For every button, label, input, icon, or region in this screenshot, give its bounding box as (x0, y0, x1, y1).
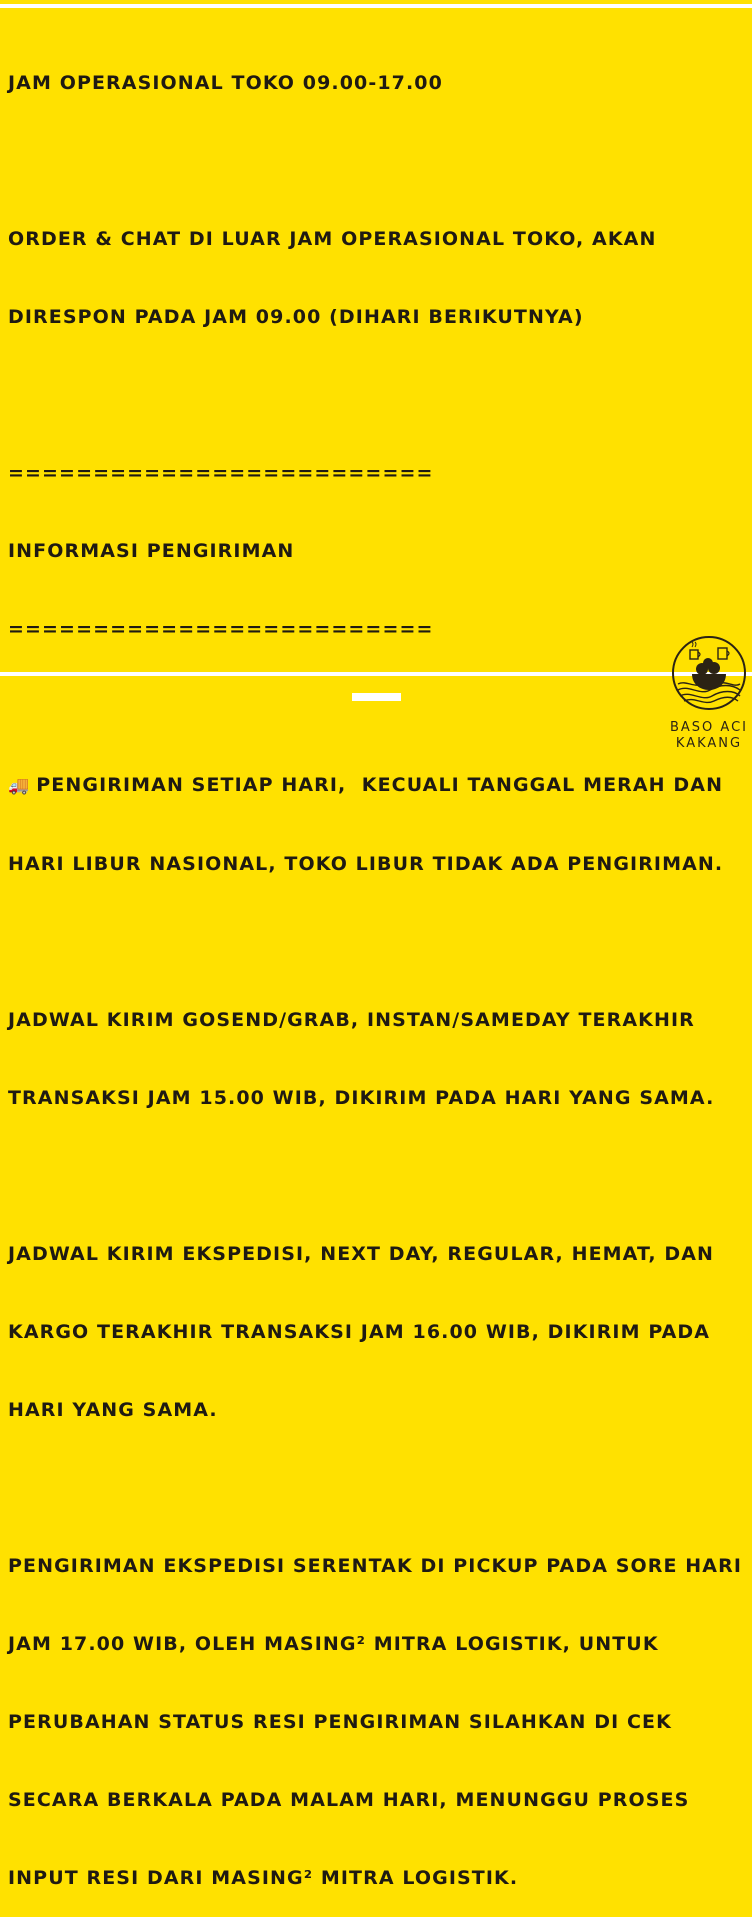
spacer (8, 929, 748, 955)
shipping-daily-line-1 (8, 772, 748, 799)
instant-schedule-line-1: JADWAL KIRIM GOSEND/GRAB, INSTAN/SAMEDAY TERAKHIR (8, 1009, 695, 1031)
shipping-daily-text: PENGIRIMAN SETIAP HARI, KECUALI TANGGAL MERAH DAN (36, 774, 724, 796)
order-note-line-1: ORDER & CHAT DI LUAR JAM OPERASIONAL TOKO, AKAN (8, 228, 657, 250)
truck-icon: 🚚 (8, 776, 31, 796)
spacer (8, 1163, 748, 1189)
logo-text-line-2: KAKANG (675, 736, 743, 751)
pickup-note-line-2: JAM 17.00 WIB, OLEH MASING² MITRA LOGISTIK, UNTUK (8, 1633, 659, 1655)
pickup-note-line-4: SECARA BERKALA PADA MALAM HARI, MENUNGGU PROSES (8, 1789, 690, 1811)
bowl-emblem-icon (674, 638, 744, 708)
divider-top: ========================= (8, 462, 434, 484)
expedition-schedule-line-3: HARI YANG SAMA. (8, 1399, 218, 1421)
store-hours: JAM OPERASIONAL TOKO 09.00-17.00 (8, 72, 443, 94)
bottom-divider-line (0, 672, 752, 676)
expedition-schedule-line-1: JADWAL KIRIM EKSPEDISI, NEXT DAY, REGULAR, HEMAT, DAN (8, 1243, 715, 1265)
bowl-logo-icon (672, 636, 746, 710)
shipping-daily-line-2: HARI LIBUR NASIONAL, TOKO LIBUR TIDAK ADA PENGIRIMAN. (8, 853, 724, 875)
brand-logo (666, 636, 752, 752)
spacer (8, 1475, 748, 1501)
instant-schedule-line-2: TRANSAKSI JAM 15.00 WIB, DIKIRIM PADA HARI YANG SAMA. (8, 1087, 715, 1109)
white-dash-decoration (352, 693, 401, 701)
divider-bottom: ========================= (8, 618, 434, 640)
pickup-note-line-1: PENGIRIMAN EKSPEDISI SERENTAK DI PICKUP PADA SORE HARI (8, 1555, 742, 1577)
section-title: INFORMASI PENGIRIMAN (8, 540, 295, 562)
post-text (8, 18, 748, 1917)
pickup-note-line-3: PERUBAHAN STATUS RESI PENGIRIMAN SILAHKAN DI CEK (8, 1711, 672, 1733)
expedition-schedule-line-2: KARGO TERAKHIR TRANSAKSI JAM 16.00 WIB, DIKIRIM PADA (8, 1321, 711, 1343)
spacer (8, 148, 748, 174)
order-note-line-2: DIRESPON PADA JAM 09.00 (DIHARI BERIKUTNYA) (8, 306, 584, 328)
spacer (8, 382, 748, 408)
logo-text-line-1: BASO ACI (669, 720, 748, 735)
pickup-note-line-5: INPUT RESI DARI MASING² MITRA LOGISTIK. (8, 1867, 519, 1889)
top-divider-line (0, 4, 752, 8)
